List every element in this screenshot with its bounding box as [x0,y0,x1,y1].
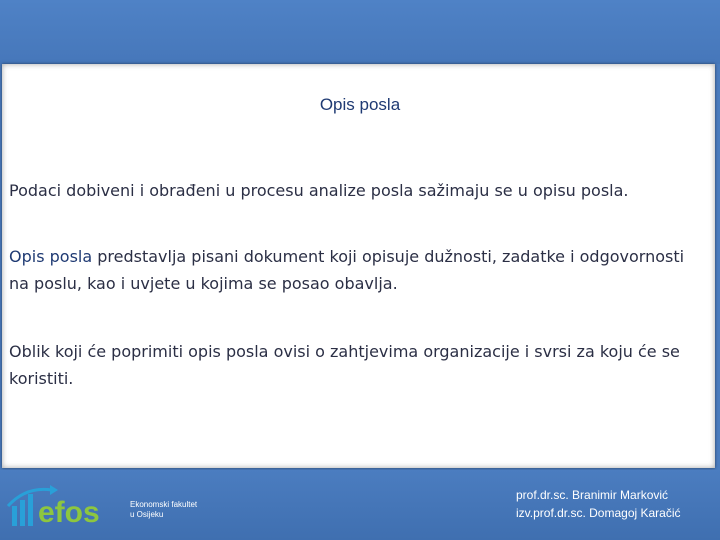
logo-bar-1 [12,506,17,526]
paragraph-2-lead: Opis posla [9,247,93,266]
paragraph-2-text: predstavlja pisani dokument koji opisuje dužnosti, zadatke i odgovornosti na poslu, kao i uvjete u kojima se posao obavlja. [9,247,685,293]
logo-wordmark: efos [38,496,100,529]
paragraph-1-text: Podaci dobiveni i obrađeni u procesu analize posla sažimaju se u opisu posla. [9,181,629,200]
paragraph-2 [9,243,709,297]
author-1: prof.dr.sc. Branimir Marković [516,488,669,502]
logo-caption-line-1: Ekonomski fakultet [130,500,198,509]
logo-caption [130,500,197,520]
logo-bar-3 [28,494,33,526]
paragraph-3 [9,338,709,392]
header-bar [0,0,720,64]
logo-bar-2 [20,500,25,526]
paragraph-3-text: Oblik koji će poprimiti opis posla ovisi o zahtjevima organizacije i svrsi za koju će se koristiti. [9,342,680,388]
author-2: izv.prof.dr.sc. Domagoj Karačić [516,506,681,520]
slide-title: Opis posla [319,95,401,114]
paragraph-1 [9,177,709,204]
logo-arrow-head [50,485,58,495]
logo-caption-line-2: u Osijeku [130,510,164,519]
authors [516,486,716,522]
